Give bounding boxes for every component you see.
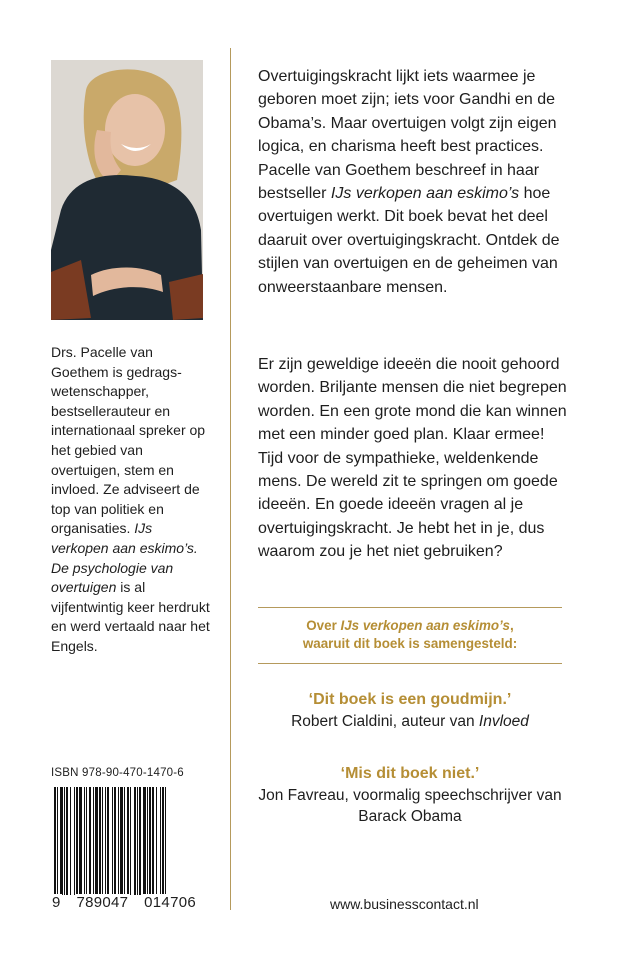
- publisher-url[interactable]: www.businesscontact.nl: [330, 896, 479, 912]
- blurb-p1-a: Overtuigingskracht lijkt iets waarmee je geboren moet zijn; iets voor Gandhi en de Obama’s. Maar overtuigen volgt zijn eigen logica, en charisma heeft best practices. Pacelle van Goethem beschreef in haar bestseller: [258, 68, 557, 203]
- quote-1: [258, 689, 562, 732]
- blurb-paragraph-1: [258, 65, 570, 299]
- barcode-bar: [70, 787, 71, 895]
- barcode-bar: [60, 787, 63, 895]
- barcode-bar: [147, 787, 148, 895]
- barcode-bar: [160, 787, 161, 895]
- note-prefix: Over: [306, 618, 341, 633]
- barcode-bar: [79, 787, 82, 895]
- barcode-bar: [165, 787, 166, 895]
- barcode-bar: [74, 787, 75, 895]
- quote-2-author: Jon Favreau, voormalig speechschrijver van Barack Obama: [258, 786, 562, 825]
- barcode-bar: [93, 787, 94, 895]
- barcode-digits-right: 014706: [144, 894, 196, 911]
- quote-2: [258, 763, 562, 828]
- barcode-bar: [86, 787, 87, 895]
- note-line-2: waaruit dit boek is samengesteld:: [302, 635, 518, 651]
- source-note: Over IJs verkopen aan eskimo’s, waaruit dit boek is samengesteld:: [302, 618, 518, 651]
- barcode-bar: [139, 787, 141, 895]
- barcode-bar: [130, 787, 131, 895]
- quote-1-text: ‘Dit boek is een goudmijn.’: [308, 691, 512, 708]
- blurb-paragraph-2: Er zijn geweldige ideeën die nooit gehoord worden. Briljante mensen die niet begrepen worden. En een grote mond die kan winnen met een minder goed plan. Klaar ermee! Tijd voor de sympathieke, weldenkende mens. De wereld zit te springen om goede ideeën. En goede ideeën vragen al je overtuigingskracht. Je hebt het in je, dus waarom zou je het niet gebruiken?: [258, 356, 567, 561]
- barcode: [51, 787, 197, 911]
- bio-book-title: IJs verkopen aan eskimo’s. De psychologie van overtuigen: [51, 520, 198, 596]
- vertical-divider: [230, 48, 231, 910]
- note-rule-bottom: [258, 663, 562, 664]
- quote-2-text: ‘Mis dit boek niet.’: [340, 765, 480, 782]
- barcode-bar: [95, 787, 98, 895]
- barcode-bar: [120, 787, 123, 895]
- quote-1-author: Robert Cialdini, auteur van: [291, 712, 479, 730]
- barcode-bar: [57, 787, 58, 895]
- barcode-digits: [51, 894, 197, 911]
- author-bio: [51, 343, 211, 657]
- barcode-bar: [137, 787, 138, 895]
- barcode-bar: [114, 787, 116, 895]
- barcode-bar: [112, 787, 113, 895]
- blurb-p1-b: hoe overtuigen werkt. Dit boek bevat het deel daaruit over overtuigingskracht. Ontdek de stijlen van overtuigen en de geheimen van onweerstaanbare mensen.: [258, 185, 560, 296]
- barcode-bar: [152, 787, 154, 895]
- barcode-bar: [162, 787, 164, 895]
- author-photo: [51, 60, 203, 320]
- blurb-p1-title: IJs verkopen aan eskimo’s: [330, 185, 520, 203]
- isbn-label: ISBN 978-90-470-1470-6: [51, 767, 184, 779]
- barcode-bar: [54, 787, 56, 895]
- note-title: IJs verkopen aan eskimo’s: [340, 618, 510, 633]
- barcode-bar: [84, 787, 85, 895]
- barcode-bar: [89, 787, 91, 895]
- bio-text-1: Drs. Pacelle van Goethem is gedragswetenschapper, bestsellerauteur en internationaal spreker op het gebied van overtuigen, stem en invloed. Ze adviseert de top van politiek en organisaties.: [51, 344, 206, 537]
- barcode-bar: [76, 787, 78, 895]
- barcode-bar: [134, 787, 136, 895]
- barcode-bar: [143, 787, 146, 895]
- barcode-bar: [156, 787, 157, 895]
- barcode-bar: [124, 787, 125, 895]
- barcode-bar: [99, 787, 101, 895]
- barcode-bar: [105, 787, 106, 895]
- barcode-bar: [102, 787, 103, 895]
- barcode-bar: [107, 787, 109, 895]
- barcode-digit-first: 9: [52, 894, 61, 911]
- barcode-bar: [127, 787, 129, 895]
- bio-text-2: is al vijfentwintig keer herdrukt en werd vertaald naar het Engels.: [51, 579, 210, 654]
- quote-1-author-title: Invloed: [478, 712, 529, 730]
- barcode-bar: [149, 787, 151, 895]
- barcode-bar: [118, 787, 119, 895]
- barcode-bar: [66, 787, 68, 895]
- barcode-bar: [64, 787, 65, 895]
- note-rule-top: [258, 607, 562, 608]
- barcode-digits-left: 789047: [76, 894, 129, 911]
